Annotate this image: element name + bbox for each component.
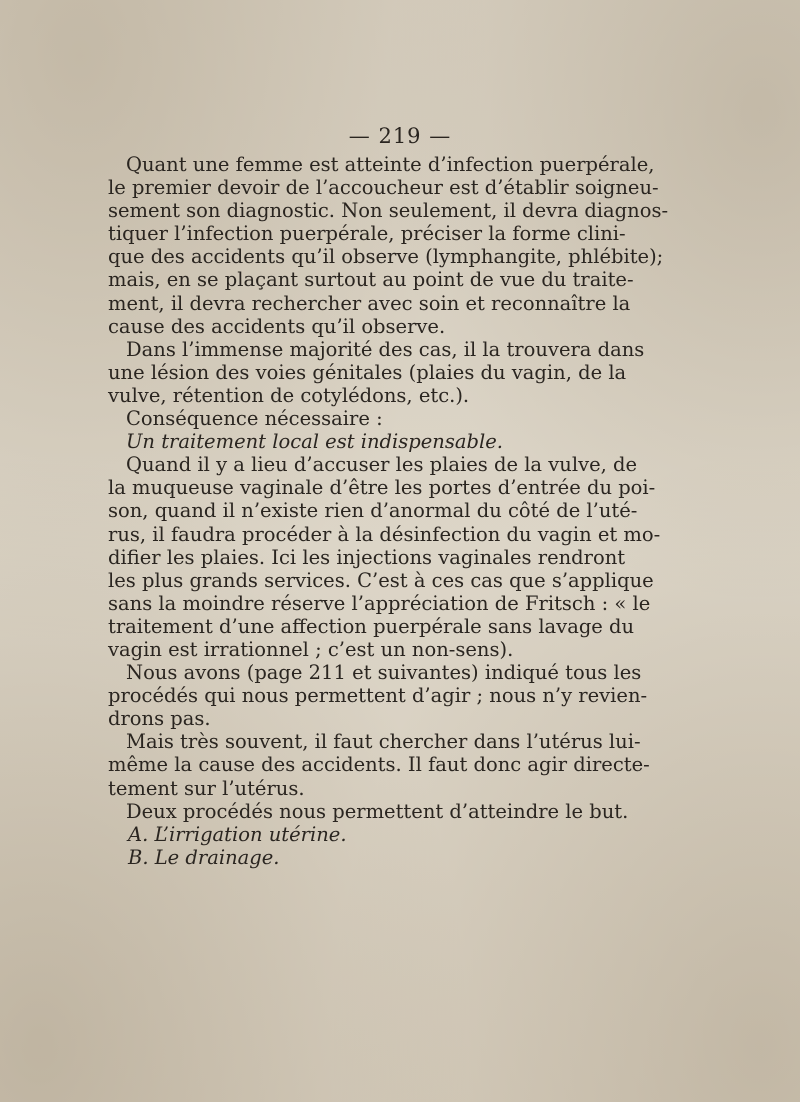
text-line: tiquer l’infection puerpérale, préciser la forme clini- bbox=[108, 222, 626, 246]
text-line-italic: Un traitement local est indispensable. bbox=[126, 430, 503, 454]
text-line: tement sur l’utérus. bbox=[108, 776, 305, 800]
text-line: Deux procédés nous permettent d’atteindre le but. bbox=[126, 799, 629, 823]
text-line: vagin est irrationnel ; c’est un non-sens). bbox=[108, 637, 514, 661]
text-line: Nous avons (page 211 et suivantes) indiqué tous les bbox=[126, 661, 642, 685]
text-line: rus, il faudra procéder à la désinfection du vagin et mo- bbox=[108, 522, 661, 546]
text-line: même la cause des accidents. Il faut donc agir directe- bbox=[108, 753, 650, 777]
text-line: ment, il devra rechercher avec soin et reconnaître la bbox=[108, 291, 631, 315]
text-line: son, quand il n’existe rien d’anormal du côté de l’uté- bbox=[108, 499, 638, 523]
text-line: que des accidents qu’il observe (lymphangite, phlébite); bbox=[108, 245, 664, 269]
list-item: B. Le drainage. bbox=[128, 845, 280, 869]
text-line: Dans l’immense majorité des cas, il la trouvera dans bbox=[126, 337, 645, 361]
text-line: Conséquence nécessaire : bbox=[126, 407, 383, 431]
text-line: drons pas. bbox=[108, 707, 211, 731]
text-line: le premier devoir de l’accoucheur est d’établir soigneu- bbox=[108, 176, 659, 200]
text-line: mais, en se plaçant surtout au point de vue du traite- bbox=[108, 268, 634, 292]
body-text bbox=[108, 153, 669, 869]
text-line: sement son diagnostic. Non seulement, il devra diagnos- bbox=[108, 199, 669, 223]
text-line: la muqueuse vaginale d’être les portes d’entrée du poi- bbox=[108, 476, 656, 500]
text-line: traitement d’une affection puerpérale sans lavage du bbox=[108, 614, 635, 638]
text-line: procédés qui nous permettent d’agir ; nous n’y revien- bbox=[108, 684, 648, 708]
text-line: Quant une femme est atteinte d’infection puerpérale, bbox=[126, 153, 655, 176]
text-line: Mais très souvent, il faut chercher dans l’utérus lui- bbox=[126, 730, 641, 754]
text-line: vulve, rétention de cotylédons, etc.). bbox=[108, 383, 470, 407]
page-number: — 219 — bbox=[348, 124, 452, 148]
text-line: Quand il y a lieu d’accuser les plaies de la vulve, de bbox=[126, 453, 638, 477]
text-line: une lésion des voies génitales (plaies du vagin, de la bbox=[108, 360, 627, 384]
text-line: sans la moindre réserve l’appréciation de Fritsch : « le bbox=[108, 591, 651, 615]
text-line: les plus grands services. C’est à ces cas que s’applique bbox=[108, 568, 654, 592]
text-line: difier les plaies. Ici les injections vaginales rendront bbox=[108, 545, 626, 569]
text-line: cause des accidents qu’il observe. bbox=[108, 314, 446, 338]
list-item: A. L’irrigation utérine. bbox=[128, 822, 347, 846]
